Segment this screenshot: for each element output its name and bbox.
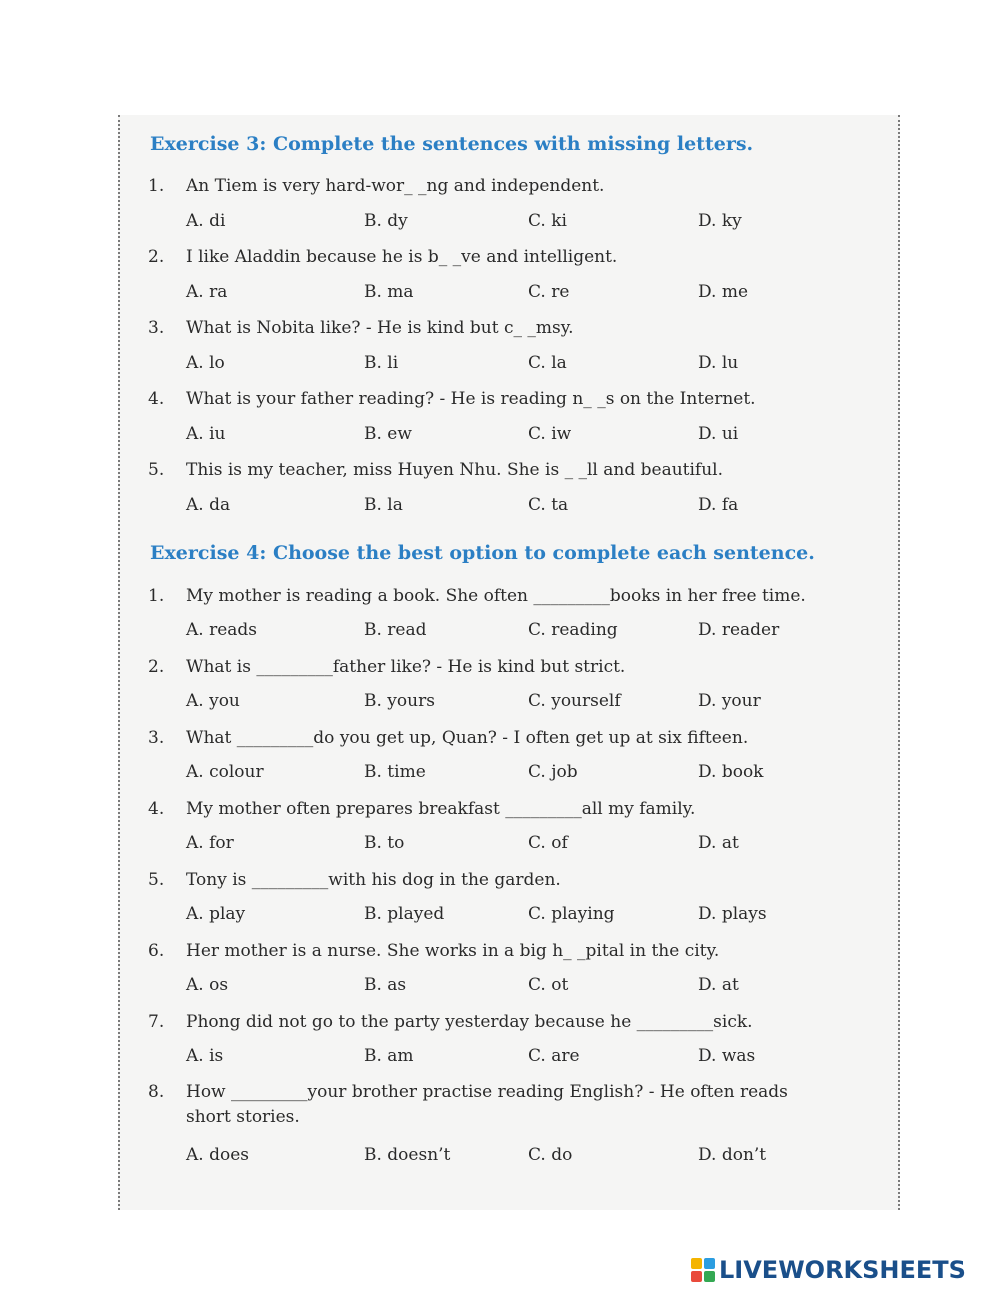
- option-b[interactable]: B. time: [364, 762, 426, 782]
- option-d[interactable]: D. plays: [698, 904, 767, 924]
- option-c[interactable]: C. ta: [528, 495, 569, 515]
- question-text: I like Aladdin because he is b_ _ve and intelligent.: [186, 247, 618, 267]
- ex3-options-3: [186, 353, 866, 375]
- option-c[interactable]: C. re: [528, 282, 570, 302]
- ex3-options-2: [186, 282, 866, 304]
- option-d[interactable]: D. your: [698, 691, 761, 711]
- ex4-question-8-continued: short stories.: [186, 1107, 300, 1127]
- option-a[interactable]: A. di: [186, 211, 226, 231]
- question-number: 4.: [148, 799, 165, 819]
- option-c[interactable]: C. do: [528, 1145, 573, 1165]
- ex4-options-4: [186, 833, 866, 855]
- ex4-question-7: [148, 1011, 753, 1033]
- option-d[interactable]: D. reader: [698, 620, 780, 640]
- ex4-question-8: [148, 1081, 788, 1103]
- option-b[interactable]: B. yours: [364, 691, 435, 711]
- question-text: Tony is _________with his dog in the garden.: [186, 870, 561, 890]
- option-d[interactable]: D. ui: [698, 424, 739, 444]
- question-text: An Tiem is very hard-wor_ _ng and independent.: [186, 176, 605, 196]
- ex4-question-6: [148, 940, 719, 962]
- question-text: This is my teacher, miss Huyen Nhu. She is _ _ll and beautiful.: [186, 460, 724, 480]
- question-text: What is _________father like? - He is kind but strict.: [186, 657, 626, 677]
- option-a[interactable]: A. you: [186, 691, 240, 711]
- ex3-question-1: [148, 175, 604, 197]
- option-b[interactable]: B. la: [364, 495, 403, 515]
- option-c[interactable]: C. job: [528, 762, 578, 782]
- ex3-options-4: [186, 424, 866, 446]
- worksheet-page: [118, 115, 900, 1210]
- question-number: 2.: [148, 657, 165, 677]
- question-number: 2.: [148, 247, 165, 267]
- option-c[interactable]: C. ot: [528, 975, 569, 995]
- option-a[interactable]: A. play: [186, 904, 246, 924]
- option-a[interactable]: A. is: [186, 1046, 224, 1066]
- ex3-options-1: [186, 211, 866, 233]
- option-c[interactable]: C. are: [528, 1046, 580, 1066]
- question-text: What is your father reading? - He is reading n_ _s on the Internet.: [186, 389, 756, 409]
- question-text: How _________your brother practise reading English? - He often reads: [186, 1082, 788, 1102]
- option-a[interactable]: A. for: [186, 833, 234, 853]
- ex3-question-4: [148, 388, 756, 410]
- option-b[interactable]: B. dy: [364, 211, 408, 231]
- ex4-options-2: [186, 691, 866, 713]
- ex4-options-8: [186, 1145, 866, 1167]
- question-number: 1.: [148, 586, 165, 606]
- question-text: What is Nobita like? - He is kind but c_ _msy.: [186, 318, 574, 338]
- question-text: Phong did not go to the party yesterday because he _________sick.: [186, 1012, 753, 1032]
- question-number: 5.: [148, 870, 165, 890]
- question-number: 3.: [148, 318, 165, 338]
- ex4-options-6: [186, 975, 866, 997]
- option-d[interactable]: D. at: [698, 833, 739, 853]
- exercise-3-title: Exercise 3: Complete the sentences with missing letters.: [150, 133, 754, 155]
- option-b[interactable]: B. as: [364, 975, 407, 995]
- option-d[interactable]: D. don’t: [698, 1145, 767, 1165]
- ex3-question-3: [148, 317, 573, 339]
- question-number: 5.: [148, 460, 165, 480]
- option-a[interactable]: A. ra: [186, 282, 228, 302]
- question-text: My mother is reading a book. She often _________books in her free time.: [186, 586, 806, 606]
- ex4-question-3: [148, 727, 748, 749]
- option-b[interactable]: B. am: [364, 1046, 414, 1066]
- liveworksheets-logo[interactable]: [691, 1255, 991, 1285]
- option-a[interactable]: A. reads: [186, 620, 258, 640]
- option-b[interactable]: B. to: [364, 833, 405, 853]
- option-d[interactable]: D. me: [698, 282, 749, 302]
- question-number: 4.: [148, 389, 165, 409]
- option-c[interactable]: C. iw: [528, 424, 572, 444]
- option-c[interactable]: C. yourself: [528, 691, 621, 711]
- option-b[interactable]: B. ew: [364, 424, 412, 444]
- ex3-question-2: [148, 246, 617, 268]
- ex4-options-3: [186, 762, 866, 784]
- option-d[interactable]: D. book: [698, 762, 764, 782]
- ex4-options-5: [186, 904, 866, 926]
- ex4-options-1: [186, 620, 866, 642]
- option-a[interactable]: A. da: [186, 495, 231, 515]
- option-c[interactable]: C. la: [528, 353, 567, 373]
- exercise-4-title: Exercise 4: Choose the best option to complete each sentence.: [150, 542, 815, 564]
- option-c[interactable]: C. playing: [528, 904, 615, 924]
- option-c[interactable]: C. of: [528, 833, 568, 853]
- option-a[interactable]: A. colour: [186, 762, 264, 782]
- ex4-question-1: [148, 585, 806, 607]
- option-d[interactable]: D. fa: [698, 495, 739, 515]
- option-d[interactable]: D. lu: [698, 353, 739, 373]
- question-number: 1.: [148, 176, 165, 196]
- option-d[interactable]: D. at: [698, 975, 739, 995]
- option-b[interactable]: B. played: [364, 904, 445, 924]
- option-b[interactable]: B. read: [364, 620, 427, 640]
- question-number: 8.: [148, 1082, 165, 1102]
- question-number: 7.: [148, 1012, 165, 1032]
- question-text: My mother often prepares breakfast _________all my family.: [186, 799, 696, 819]
- question-text: What _________do you get up, Quan? - I often get up at six fifteen.: [186, 728, 749, 748]
- option-a[interactable]: A. lo: [186, 353, 225, 373]
- option-d[interactable]: D. ky: [698, 211, 742, 231]
- option-b[interactable]: B. ma: [364, 282, 414, 302]
- question-text: Her mother is a nurse. She works in a big h_ _pital in the city.: [186, 941, 720, 961]
- question-number: 3.: [148, 728, 165, 748]
- ex3-question-5: [148, 459, 723, 481]
- ex3-options-5: [186, 495, 866, 517]
- option-b[interactable]: B. doesn’t: [364, 1145, 451, 1165]
- ex4-question-2: [148, 656, 625, 678]
- option-c[interactable]: C. reading: [528, 620, 618, 640]
- ex4-question-5: [148, 869, 561, 891]
- question-number: 6.: [148, 941, 165, 961]
- ex4-question-4: [148, 798, 695, 820]
- liveworksheets-logo-icon: [691, 1258, 715, 1282]
- option-a[interactable]: A. iu: [186, 424, 226, 444]
- option-b[interactable]: B. li: [364, 353, 399, 373]
- option-c[interactable]: C. ki: [528, 211, 567, 231]
- option-a[interactable]: A. os: [186, 975, 229, 995]
- option-a[interactable]: A. does: [186, 1145, 249, 1165]
- logo-text: LIVEWORKSHEETS: [719, 1256, 966, 1284]
- ex4-options-7: [186, 1046, 866, 1068]
- option-d[interactable]: D. was: [698, 1046, 756, 1066]
